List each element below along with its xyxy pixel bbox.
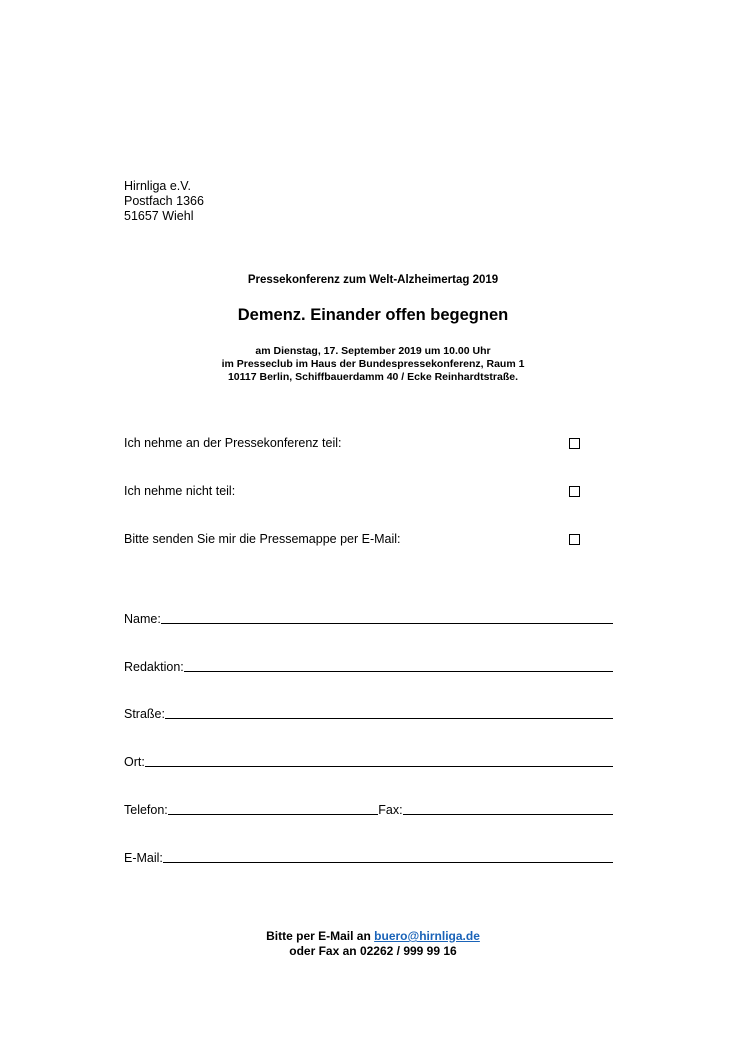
option-attend-label: Ich nehme an der Pressekonferenz teil: [124,436,342,450]
redaktion-field[interactable] [124,656,613,674]
option-pressmap-label: Bitte senden Sie mir die Pressemappe per E-Mail: [124,532,401,546]
event-address: 10117 Berlin, Schiffbauerdamm 40 / Ecke Reinhardtstraße. [227,371,519,383]
redaktion-label: Redaktion: [124,660,184,674]
footer [0,929,746,959]
option-decline-checkbox[interactable] [569,486,580,497]
event-title: Demenz. Einander offen begegnen [237,306,509,324]
email-field[interactable] [124,847,613,865]
ort-field[interactable] [124,751,613,769]
strasse-label: Straße: [124,707,165,721]
event-date: am Dienstag, 17. September 2019 um 10.00 Uhr [255,345,491,357]
option-decline-label: Ich nehme nicht teil: [124,484,236,498]
sender-address [124,179,204,224]
event-venue: im Presseclub im Haus der Bundespressekonferenz, Raum 1 [221,358,525,370]
ort-input-line[interactable] [145,766,613,767]
fax-label: Fax: [378,803,403,817]
event-details [0,345,746,384]
redaktion-input-line[interactable] [184,671,613,672]
sender-name: Hirnliga e.V. [124,179,191,193]
footer-email-line [0,929,746,944]
strasse-input-line[interactable] [165,718,613,719]
sender-postbox: Postfach 1366 [124,194,204,208]
name-field[interactable] [124,608,613,626]
fax-input-line[interactable] [403,814,613,815]
name-input-line[interactable] [161,623,613,624]
name-label: Name: [124,612,161,626]
event-subtitle: Pressekonferenz zum Welt-Alzheimertag 2019 [247,274,499,286]
option-attend-checkbox[interactable] [569,438,580,449]
option-pressmap-checkbox[interactable] [569,534,580,545]
email-label: E-Mail: [124,851,163,865]
strasse-field[interactable] [124,703,613,721]
ort-label: Ort: [124,755,145,769]
email-input-line[interactable] [163,862,613,863]
footer-fax-line: oder Fax an 02262 / 999 99 16 [289,944,457,958]
telefon-fax-field[interactable] [124,799,613,817]
telefon-label: Telefon: [124,803,168,817]
email-link[interactable]: buero@hirnliga.de [374,929,480,943]
telefon-input-line[interactable] [168,814,378,815]
footer-prefix: Bitte per E-Mail an [266,929,375,943]
sender-city: 51657 Wiehl [124,209,194,223]
